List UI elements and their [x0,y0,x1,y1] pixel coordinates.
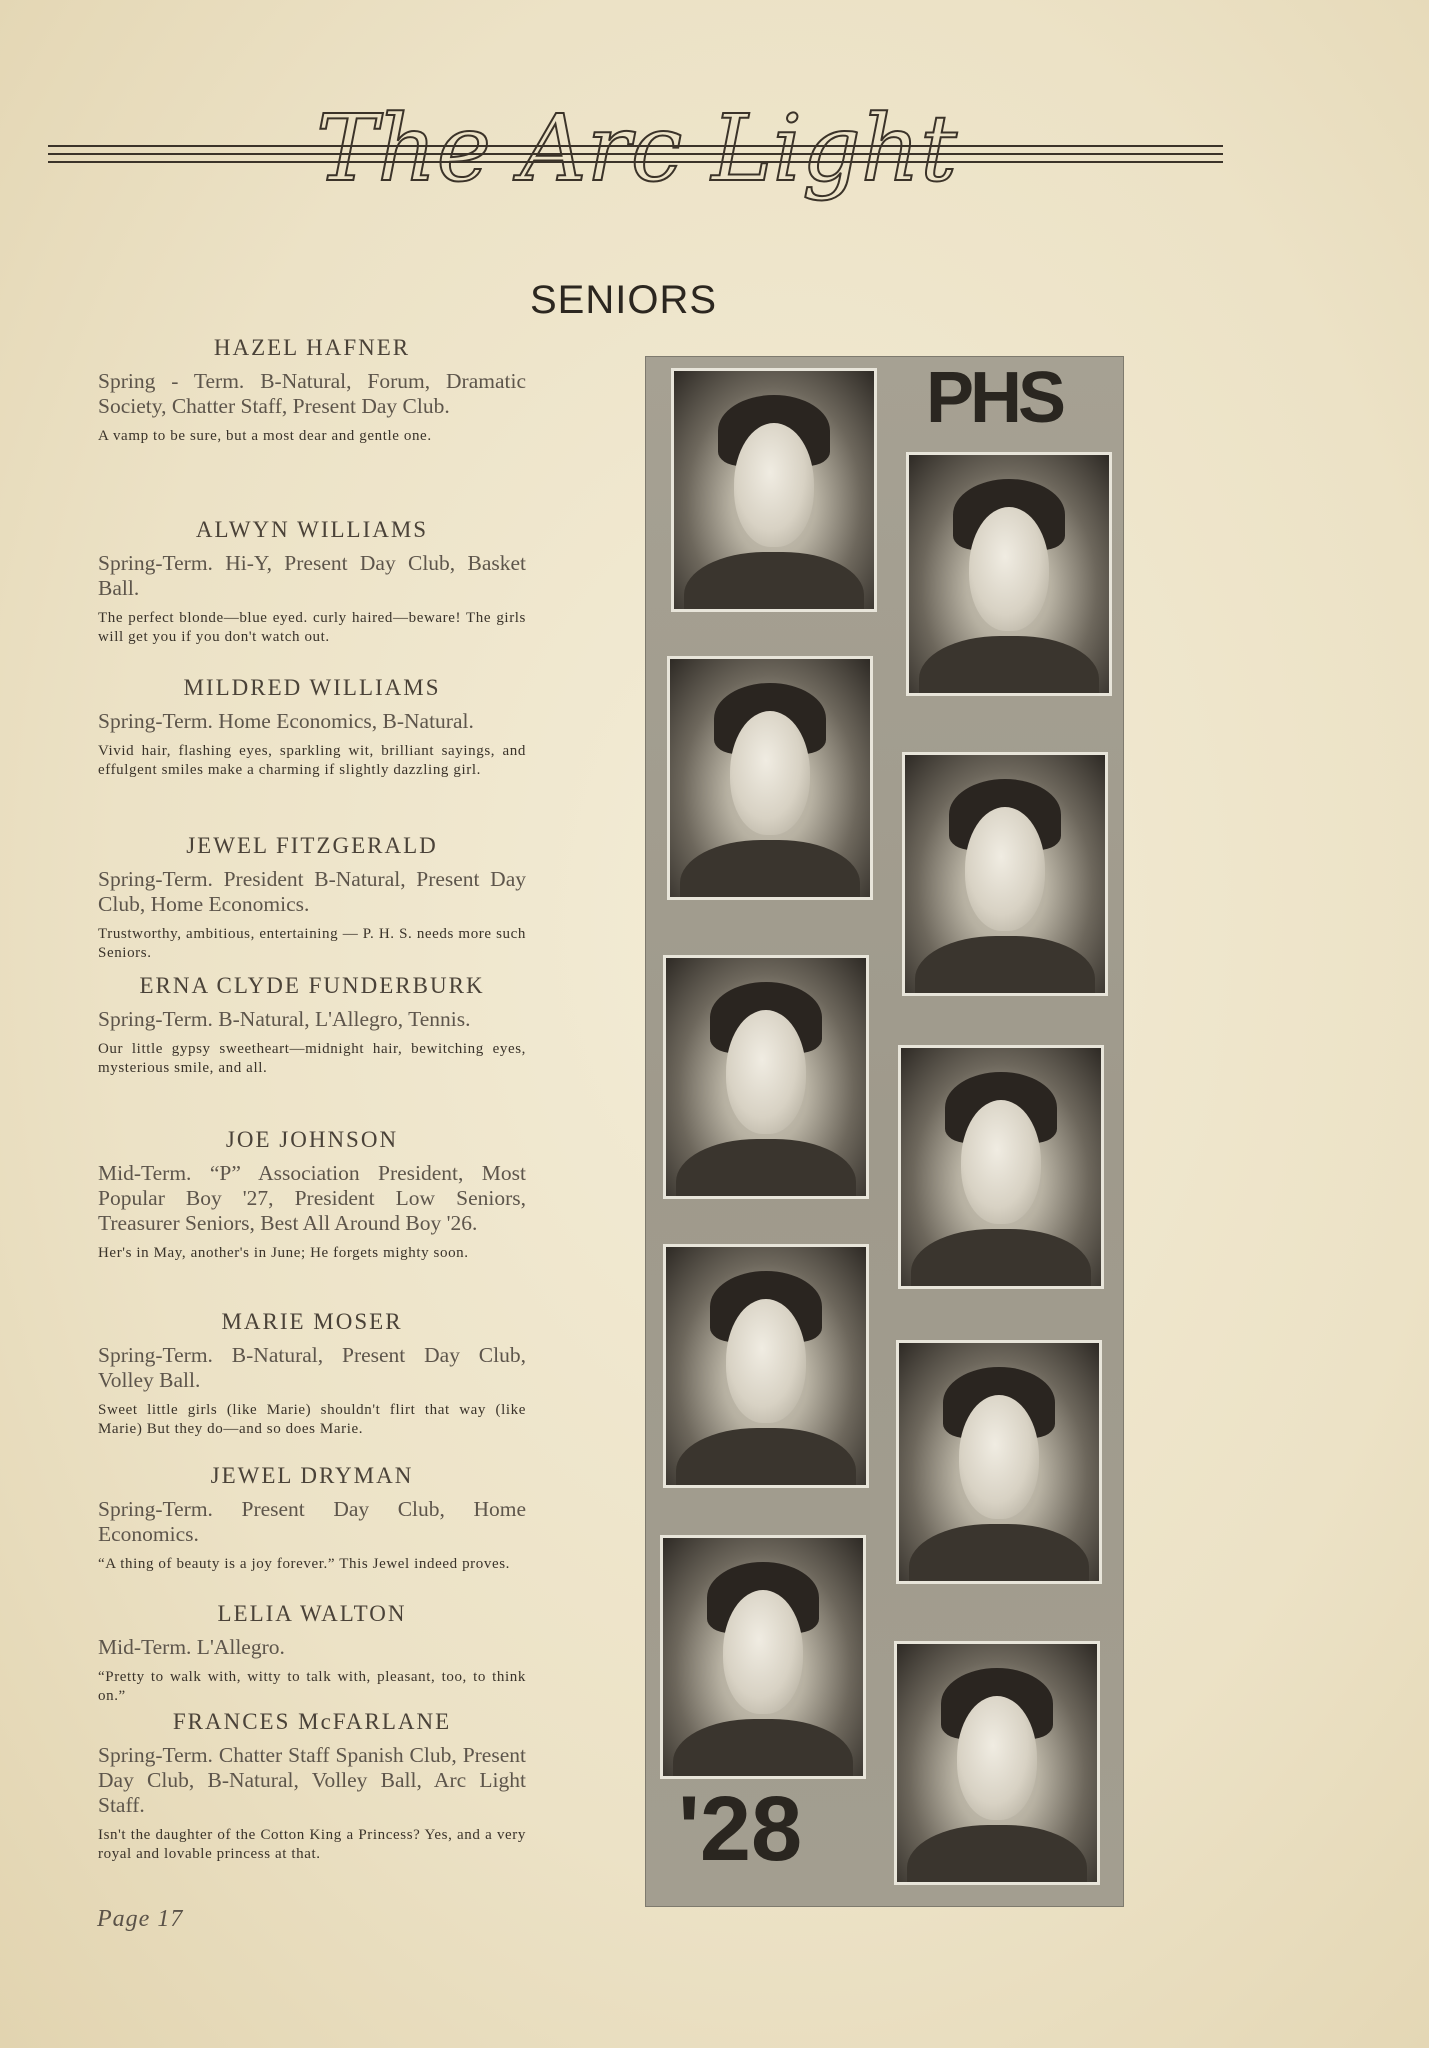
senior-activities: Mid-Term. L'Allegro. [98,1635,285,1659]
senior-name: LELIA WALTON [217,1601,407,1626]
senior-quote: Her's in May, another's in June; He forgets mighty soon. [98,1245,469,1261]
senior-photo [898,1045,1104,1289]
senior-name: JEWEL DRYMAN [210,1463,414,1488]
masthead-logo [48,70,1223,250]
senior-name: ALWYN WILLIAMS [195,517,429,542]
senior-photo [671,368,877,612]
senior-activities: Spring-Term. President B-Natural, Present Day Club, Home Economics. [98,867,526,916]
senior-activities: Spring-Term. B-Natural, Present Day Club, Volley Ball. [98,1343,526,1392]
senior-entry [98,676,526,779]
senior-quote: Isn't the daughter of the Cotton King a Princess? Yes, and a very royal and lovable princess at that. [98,1827,526,1862]
senior-entry [98,518,526,646]
senior-name: HAZEL HAFNER [213,335,411,360]
section-title: SENIORS [530,278,718,322]
senior-entry [98,1464,526,1574]
senior-entry [98,834,526,962]
senior-quote: Vivid hair, flashing eyes, sparkling wit, brilliant sayings, and effulgent smiles make a charming if slightly dazzling girl. [98,743,526,778]
page-number: Page 17 [97,1906,184,1932]
senior-entry [98,974,526,1077]
photo-strip [645,356,1124,1907]
senior-activities: Spring-Term. Chatter Staff Spanish Club, Present Day Club, B-Natural, Volley Ball, Arc Light Staff. [98,1743,526,1817]
senior-name: ERNA CLYDE FUNDERBURK [139,973,485,998]
senior-name: FRANCES McFARLANE [172,1709,452,1734]
masthead-title: The Arc Light [316,95,958,202]
senior-photo [894,1641,1100,1885]
senior-activities: Spring-Term. Home Economics, B-Natural. [98,709,474,733]
senior-quote: A vamp to be sure, but a most dear and gentle one. [98,428,432,444]
senior-activities: Spring-Term. B-Natural, L'Allegro, Tennis. [98,1007,471,1031]
senior-quote: “Pretty to walk with, witty to talk with, pleasant, too, to think on.” [98,1669,526,1704]
senior-entry [98,336,526,446]
senior-activities: Spring-Term. Hi-Y, Present Day Club, Basket Ball. [98,551,526,600]
senior-activities: Spring - Term. B-Natural, Forum, Dramatic Society, Chatter Staff, Present Day Club. [98,369,526,418]
senior-entry [98,1710,526,1863]
senior-entry [98,1310,526,1438]
senior-activities: Mid-Term. “P” Association President, Most Popular Boy '27, President Low Seniors, Treasurer Seniors, Best All Around Boy '26. [98,1161,526,1235]
senior-quote: Sweet little girls (like Marie) shouldn't flirt that way (like Marie) But they do—and so does Marie. [98,1402,526,1437]
senior-photo [663,955,869,1199]
senior-photo [660,1535,866,1779]
senior-photo [896,1340,1102,1584]
senior-quote: The perfect blonde—blue eyed. curly haired—beware! The girls will get you if you don't watch out. [98,610,526,645]
senior-activities: Spring-Term. Present Day Club, Home Economics. [98,1497,526,1546]
school-monogram: PHS [926,358,1063,438]
senior-name: MARIE MOSER [221,1309,403,1334]
senior-photo [663,1244,869,1488]
senior-entry [98,1128,526,1263]
senior-name: JOE JOHNSON [225,1127,399,1152]
class-year: '28 [678,1778,803,1880]
masthead [48,70,1223,250]
senior-photo [906,452,1112,696]
senior-name: MILDRED WILLIAMS [183,675,441,700]
senior-quote: Our little gypsy sweetheart—midnight hair, bewitching eyes, mysterious smile, and all. [98,1041,526,1076]
senior-name: JEWEL FITZGERALD [186,833,438,858]
senior-entry [98,1602,526,1705]
senior-photo [902,752,1108,996]
senior-quote: “A thing of beauty is a joy forever.” This Jewel indeed proves. [98,1556,511,1572]
senior-photo [667,656,873,900]
senior-quote: Trustworthy, ambitious, entertaining — P. H. S. needs more such Seniors. [98,926,526,961]
